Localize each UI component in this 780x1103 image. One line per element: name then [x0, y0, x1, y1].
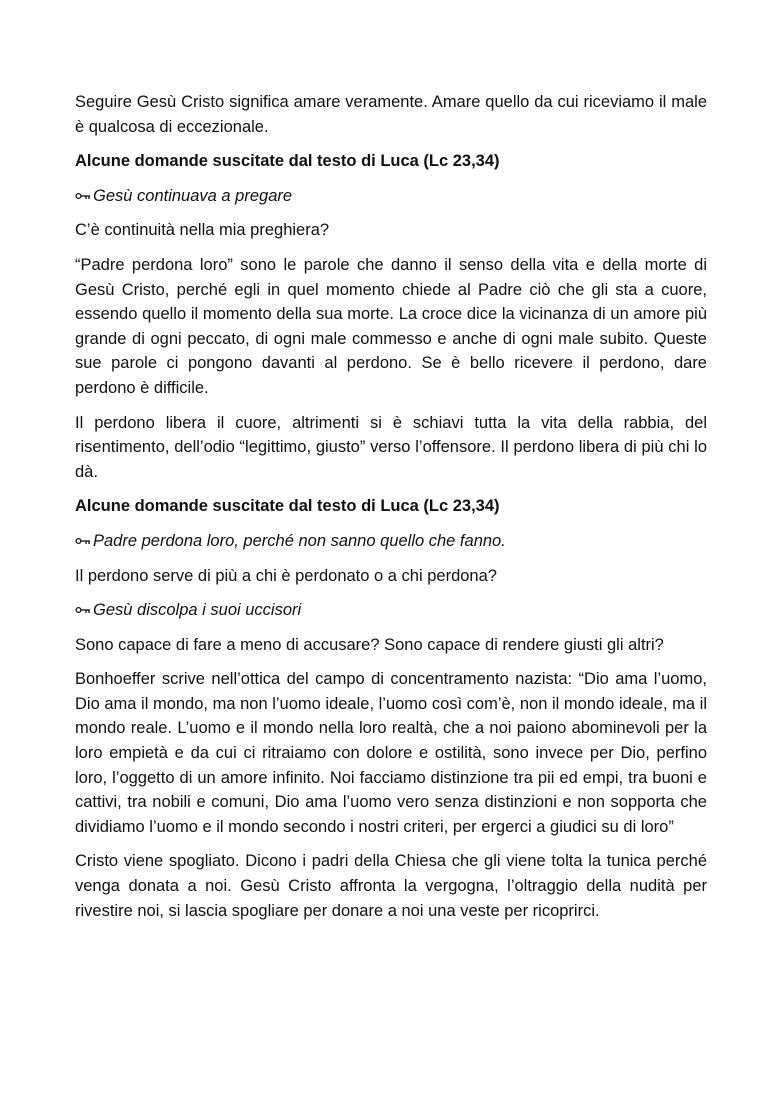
key-point	[75, 184, 707, 209]
key-point-text: Gesù discolpa i suoi uccisori	[93, 601, 302, 620]
key-icon	[75, 191, 91, 201]
key-point	[75, 598, 707, 623]
paragraph: “Padre perdona loro” sono le parole che danno il senso della vita e della morte di Gesù Cristo, perché egli in quel momento chiede al Padre ciò che gli sta a cuore, essendo quello il momento della sua morte. La croce dice la vicinanza di un amore più grande di ogni peccato, di ogni male commesso e anche di ogni male subito. Queste sue parole ci pongono davanti al perdono. Se è bello ricevere il perdono, dare perdono è difficile.	[75, 255, 707, 397]
question: Il perdono serve di più a chi è perdonato o a chi perdona?	[75, 566, 497, 585]
document-page	[75, 90, 707, 933]
key-point-text: Gesù continuava a pregare	[93, 186, 293, 205]
key-point-text: Padre perdona loro, perché non sanno quello che fanno.	[93, 531, 506, 550]
section-heading: Alcune domande suscitate dal testo di Luca (Lc 23,34)	[75, 497, 500, 516]
paragraph: Il perdono libera il cuore, altrimenti si è schiavi tutta la vita della rabbia, del risentimento, dell’odio “legittimo, giusto” verso l’offensore. Il perdono libera di più chi lo dà.	[75, 413, 707, 481]
key-icon	[75, 536, 91, 546]
question: Sono capace di fare a meno di accusare? Sono capace di rendere giusti gli altri?	[75, 635, 664, 654]
paragraph-intro: Seguire Gesù Cristo significa amare veramente. Amare quello da cui riceviamo il male è qualcosa di eccezionale.	[75, 93, 707, 136]
key-point	[75, 529, 707, 554]
question: C’è continuità nella mia preghiera?	[75, 221, 330, 240]
section-heading: Alcune domande suscitate dal testo di Luca (Lc 23,34)	[75, 152, 500, 171]
paragraph-closing: Cristo viene spogliato. Dicono i padri della Chiesa che gli viene tolta la tunica perché venga donata a noi. Gesù Cristo affronta la vergogna, l’oltraggio della nudità per rivestire noi, si lascia spogliare per donare a noi una veste per ricoprirci.	[75, 852, 707, 920]
key-icon	[75, 605, 91, 615]
paragraph-quote: Bonhoeffer scrive nell’ottica del campo di concentramento nazista: “Dio ama l’uomo, Dio ama il mondo, ma non l’uomo ideale, l’uomo così com’è, non il mondo ideale, ma il mondo reale. L’uomo e il mondo nella loro realtà, che a noi paiono abominevoli per la loro empietà e da cui ci ritraiamo con dolore e ostilità, sono invece per Dio, perfino loro, l’oggetto di un amore infinito. Noi facciamo distinzione tra pii ed empi, tra buoni e cattivi, tra nobili e comuni, Dio ama l’uomo vero senza distinzioni e non sopporta che dividiamo l’uomo e il mondo secondo i nostri criteri, per ergerci a giudici su di loro”	[75, 670, 707, 836]
